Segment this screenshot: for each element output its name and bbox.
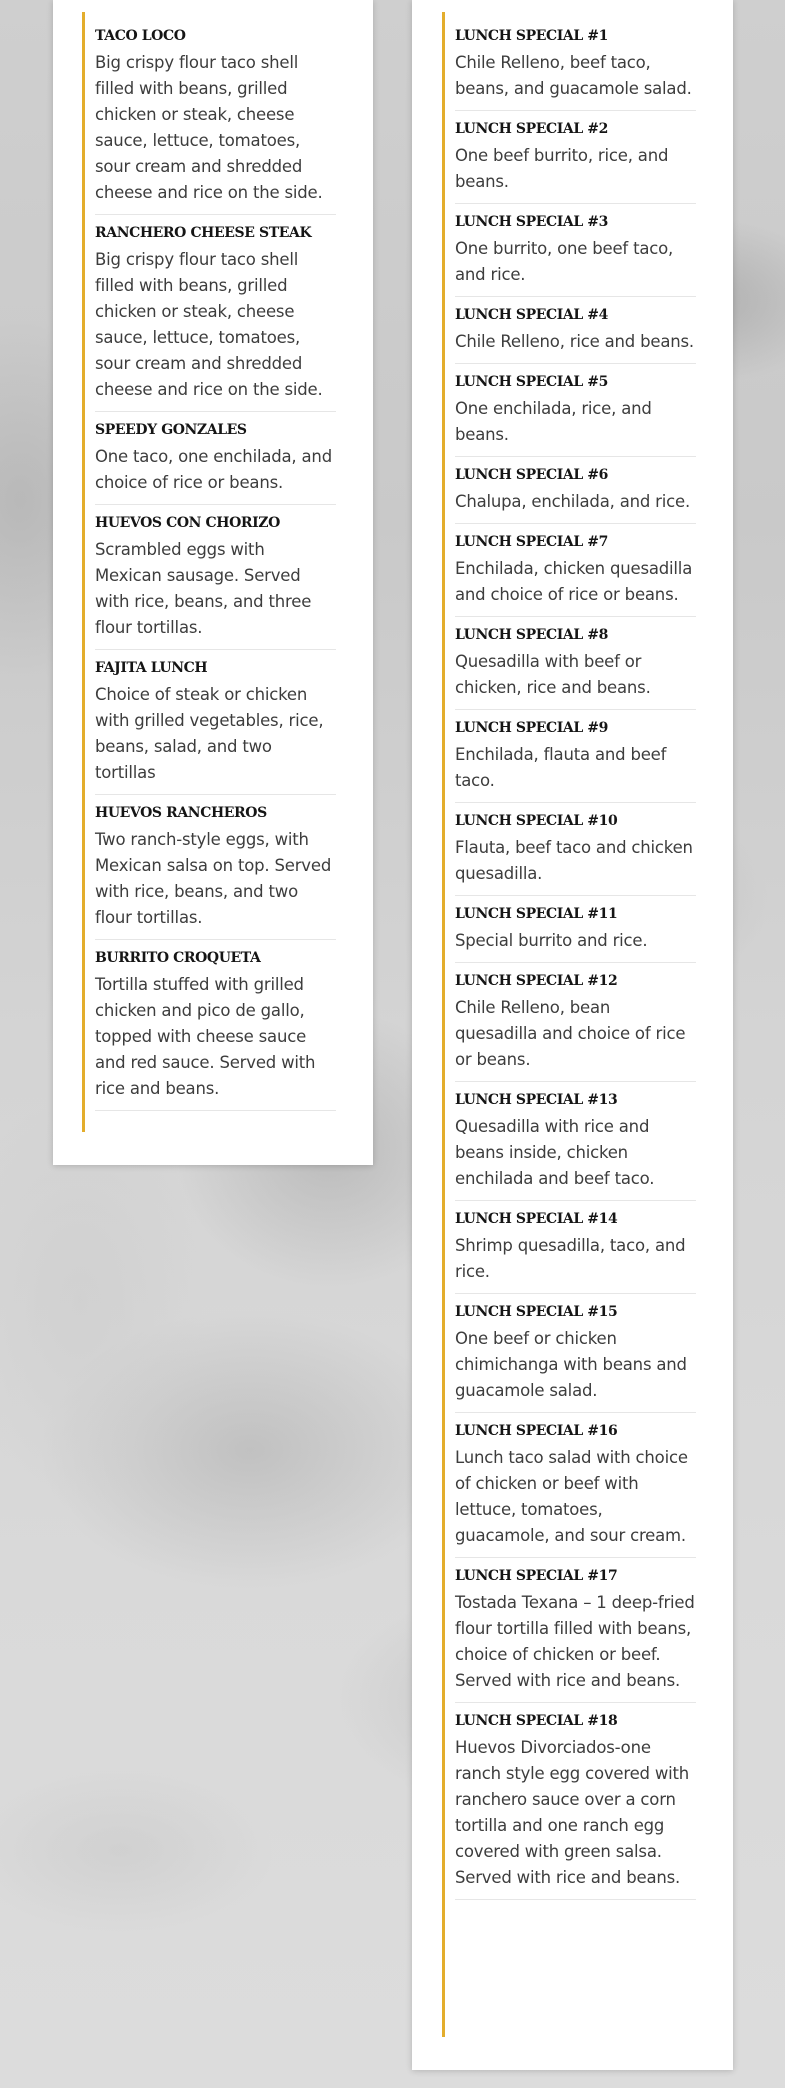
menu-item-name: LUNCH SPECIAL #2 <box>455 121 608 137</box>
menu-item-description: Two ranch-style eggs, with Mexican salsa on top. Served with rice, beans, and two flour tortillas. <box>95 830 332 927</box>
menu-item-name: BURRITO CROQUETA <box>95 950 261 966</box>
menu-item <box>455 305 696 364</box>
menu-item <box>455 212 696 297</box>
menu-item-name: LUNCH SPECIAL #1 <box>455 28 608 44</box>
menu-item-name: HUEVOS RANCHEROS <box>95 805 267 821</box>
menu-item <box>455 532 696 617</box>
menu-item-name: LUNCH SPECIAL #8 <box>455 627 608 643</box>
lunch-menu-card-left <box>53 0 373 1165</box>
menu-item-description: Tostada Texana – 1 deep-fried flour tortilla filled with beans, choice of chicken or beef. Served with rice and beans. <box>455 1593 695 1690</box>
menu-item-name: LUNCH SPECIAL #7 <box>455 534 608 550</box>
menu-item-description: One burrito, one beef taco, and rice. <box>455 239 674 284</box>
menu-item-description: Quesadilla with rice and beans inside, chicken enchilada and beef taco. <box>455 1117 655 1188</box>
menu-item <box>455 1711 696 1900</box>
menu-item-name: LUNCH SPECIAL #14 <box>455 1211 618 1227</box>
menu-item-name: TACO LOCO <box>95 28 186 44</box>
menu-item-description: Scrambled eggs with Mexican sausage. Served with rice, beans, and three flour tortillas. <box>95 540 312 637</box>
menu-item <box>455 1302 696 1413</box>
menu-item <box>95 803 336 940</box>
menu-item <box>95 26 336 215</box>
menu-item-description: One beef or chicken chimichanga with beans and guacamole salad. <box>455 1329 687 1400</box>
menu-item <box>455 465 696 524</box>
menu-item-description: Shrimp quesadilla, taco, and rice. <box>455 1236 686 1281</box>
menu-item <box>455 625 696 710</box>
menu-item <box>455 811 696 896</box>
accent-line <box>442 12 445 2037</box>
menu-item <box>95 658 336 795</box>
menu-item-name: LUNCH SPECIAL #13 <box>455 1092 618 1108</box>
menu-item-description: Chile Relleno, bean quesadilla and choice of rice or beans. <box>455 998 686 1069</box>
menu-item-description: Chalupa, enchilada, and rice. <box>455 492 691 511</box>
menu-item <box>455 26 696 111</box>
menu-item <box>95 223 336 412</box>
menu-item-description: Enchilada, flauta and beef taco. <box>455 745 667 790</box>
menu-item-description: One enchilada, rice, and beans. <box>455 399 652 444</box>
menu-item <box>455 1421 696 1558</box>
menu-item-name: SPEEDY GONZALES <box>95 422 247 438</box>
menu-item-name: LUNCH SPECIAL #15 <box>455 1304 618 1320</box>
menu-item-description: Chile Relleno, beef taco, beans, and guacamole salad. <box>455 53 692 98</box>
menu-item <box>95 420 336 505</box>
menu-item-name: LUNCH SPECIAL #6 <box>455 467 608 483</box>
menu-item <box>455 1209 696 1294</box>
menu-item-description: One taco, one enchilada, and choice of rice or beans. <box>95 447 332 492</box>
menu-item-description: Chile Relleno, rice and beans. <box>455 332 694 351</box>
menu-item-name: RANCHERO CHEESE STEAK <box>95 225 312 241</box>
menu-item-description: One beef burrito, rice, and beans. <box>455 146 669 191</box>
menu-item-name: LUNCH SPECIAL #11 <box>455 906 618 922</box>
menu-item-description: Huevos Divorciados-one ranch style egg covered with ranchero sauce over a corn tortilla and one ranch egg covered with green salsa. Served with rice and beans. <box>455 1738 690 1887</box>
lunch-menu-card-right <box>412 0 733 2070</box>
menu-item-name: HUEVOS CON CHORIZO <box>95 515 280 531</box>
menu-item <box>455 971 696 1082</box>
menu-item-name: LUNCH SPECIAL #3 <box>455 214 608 230</box>
menu-item-name: LUNCH SPECIAL #10 <box>455 813 618 829</box>
menu-item-description: Big crispy flour taco shell filled with beans, grilled chicken or steak, cheese sauce, lettuce, tomatoes, sour cream and shredded cheese and rice on the side. <box>95 250 323 399</box>
menu-item-description: Choice of steak or chicken with grilled vegetables, rice, beans, salad, and two tortillas <box>95 685 324 782</box>
menu-item-name: LUNCH SPECIAL #18 <box>455 1713 618 1729</box>
menu-item-name: LUNCH SPECIAL #5 <box>455 374 608 390</box>
menu-item-description: Special burrito and rice. <box>455 931 648 950</box>
menu-item <box>95 948 336 1111</box>
menu-item-description: Enchilada, chicken quesadilla and choice of rice or beans. <box>455 559 693 604</box>
menu-item-description: Lunch taco salad with choice of chicken or beef with lettuce, tomatoes, guacamole, and sour cream. <box>455 1448 688 1545</box>
menu-item <box>95 513 336 650</box>
menu-item-description: Big crispy flour taco shell filled with beans, grilled chicken or steak, cheese sauce, lettuce, tomatoes, sour cream and shredded cheese and rice on the side. <box>95 53 323 202</box>
menu-item-name: FAJITA LUNCH <box>95 660 208 676</box>
menu-item <box>455 1566 696 1703</box>
menu-item <box>455 904 696 963</box>
accent-line <box>82 12 85 1132</box>
menu-list-left <box>95 22 336 1119</box>
menu-item-name: LUNCH SPECIAL #4 <box>455 307 608 323</box>
menu-item-description: Tortilla stuffed with grilled chicken and pico de gallo, topped with cheese sauce and red sauce. Served with rice and beans. <box>95 975 316 1098</box>
menu-item-name: LUNCH SPECIAL #9 <box>455 720 608 736</box>
menu-item <box>455 119 696 204</box>
menu-item <box>455 1090 696 1201</box>
menu-item-description: Flauta, beef taco and chicken quesadilla. <box>455 838 693 883</box>
menu-item-name: LUNCH SPECIAL #12 <box>455 973 618 989</box>
menu-item-name: LUNCH SPECIAL #17 <box>455 1568 618 1584</box>
menu-item <box>455 718 696 803</box>
menu-list-right <box>455 22 696 1908</box>
menu-item <box>455 372 696 457</box>
menu-item-description: Quesadilla with beef or chicken, rice and beans. <box>455 652 651 697</box>
menu-item-name: LUNCH SPECIAL #16 <box>455 1423 618 1439</box>
